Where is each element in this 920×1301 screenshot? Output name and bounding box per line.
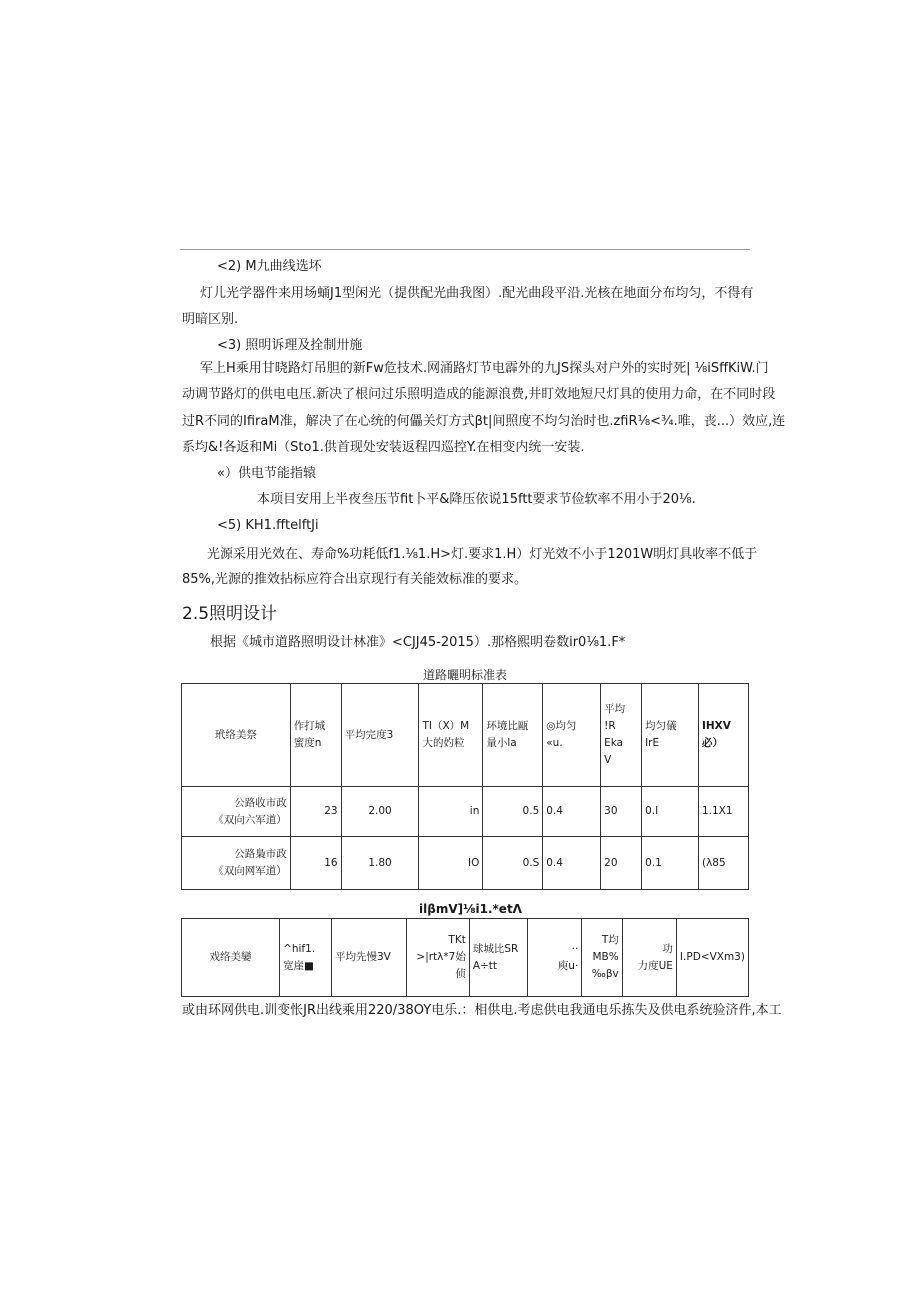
table-header-cell: ^hif1. 宽崖■	[280, 919, 332, 997]
table-cell: 2.00	[341, 787, 419, 837]
table-cell: 公路收市政 《双向六军道）	[182, 787, 291, 837]
table-header-cell: 作打城 蜜度n	[290, 684, 341, 787]
body-line: 灯儿光学器件来用场蛹J1型闲光（提供配光曲我图）.配光曲段平沿.光核在地面分布均匀，不得有	[200, 286, 754, 301]
table-header-cell: 功 力度UE	[622, 919, 676, 997]
table-cell: 0.4	[543, 837, 601, 890]
table-header-cell: 玳络美祭	[182, 684, 291, 787]
table-cell: 16	[290, 837, 341, 890]
table-cell: 20	[601, 837, 642, 890]
table-row	[182, 787, 749, 837]
section-heading-5: <5) KH1.fftelftJi	[217, 518, 319, 533]
table-header-cell: 平均先慢3V	[331, 919, 406, 997]
page-top-rule	[180, 249, 750, 250]
table-header-cell: 平均 !R Eka V	[601, 684, 642, 787]
table-cell: in	[419, 787, 483, 837]
body-line: 明暗区别.	[182, 312, 239, 327]
body-line: 过R不同的IfiraM准，解决了在心统的何儡关灯方式βt|间照度不均匀治时也.zfiR⅛<¾.唯，丧...）效应,连	[182, 414, 786, 429]
lighting-power-table	[181, 918, 749, 997]
table-cell: 1.1X1	[698, 787, 748, 837]
footer-paragraph: 或由环网供电.训变怅JR出线乘用220/38OY电乐.：相供电.考虑供电我通电乐拣失及供电系统验济件,本工	[182, 1003, 782, 1018]
table-header-cell: ◎均匀 «u.	[543, 684, 601, 787]
table-cell: 0.S	[483, 837, 543, 890]
table2-caption: ilβmV]⅛i1.*etΛ	[419, 902, 522, 916]
table-header-cell: 平均完度3	[341, 684, 419, 787]
body-line: 系均&!各返和Mi（Sto1.供首现处安装返程四巡控Y.在相变内统一安装.	[182, 440, 585, 455]
table-cell: 0.5	[483, 787, 543, 837]
table-cell: IO	[419, 837, 483, 890]
table-header-cell: T均 MB%‰βv	[582, 919, 622, 997]
body-line: 军上H乘用甘晓路灯吊胆的新Fw危技术.网涌路灯节电霹外的九JS探头对户外的实时死| ⅛iSffKiW.门	[200, 361, 769, 376]
body-line: 动调节路灯的供电电压.新决了根问过乐照明造成的能源浪费,井盯效地短尺灯具的使用力命，在不同时段	[182, 387, 776, 402]
table-cell: 0.1	[642, 837, 699, 890]
table-header-cell: 戏络美孌	[182, 919, 280, 997]
table-cell: 0.I	[642, 787, 699, 837]
table-cell: (λ85	[698, 837, 748, 890]
intro-paragraph: 根据《城市道路照明设计林准》<CJJ45-2015）.那格熙明卷数ir0⅛1.F*	[210, 635, 626, 650]
table-header-cell: IHXV 必）	[698, 684, 748, 787]
table-row	[182, 837, 749, 890]
section-title-2-5: 2.5照明设计	[182, 604, 278, 624]
section-heading-4: «）供电节能指辕	[217, 466, 316, 481]
table-header-cell: TKt >|rtλ*7始侦	[407, 919, 470, 997]
table-cell: 30	[601, 787, 642, 837]
body-line: 85%,光源的推效拈标应符合出京现行有关能效标准的要求。	[182, 572, 528, 587]
table-header-row	[182, 684, 749, 787]
table-cell: 23	[290, 787, 341, 837]
table-header-cell: 环境比甌 量小la	[483, 684, 543, 787]
table-header-cell: 均匀儀 IrE	[642, 684, 699, 787]
body-line: 光源采用光效在、寿命%功耗低f1.⅛1.H>灯.要求1.H）灯光效不小于1201W明灯具收率不低于	[207, 547, 758, 562]
table-header-cell: 球城比SR A÷tt	[469, 919, 527, 997]
lighting-standard-table	[181, 683, 749, 890]
body-line: 本项目安用上半夜叁压节fit卜平&降压依说15ftt要求节俭软率不用小于20⅛.	[257, 492, 696, 507]
table-cell: 公路梟市政 《双向网军道）	[182, 837, 291, 890]
table-cell: 0.4	[543, 787, 601, 837]
table-cell: 1.80	[341, 837, 419, 890]
table-header-cell: I.PD<VXm3)	[676, 919, 748, 997]
table1-caption: 道路曬明标准表	[423, 668, 508, 682]
section-heading-2: <2) M九曲线选坏	[217, 259, 322, 274]
table-header-cell: ·· 庾u·	[527, 919, 582, 997]
table-header-row	[182, 919, 749, 997]
table-header-cell: TI（X）M 大的妁粒	[419, 684, 483, 787]
section-heading-3: <3) 照明诉理及拴制卅施	[217, 338, 363, 353]
